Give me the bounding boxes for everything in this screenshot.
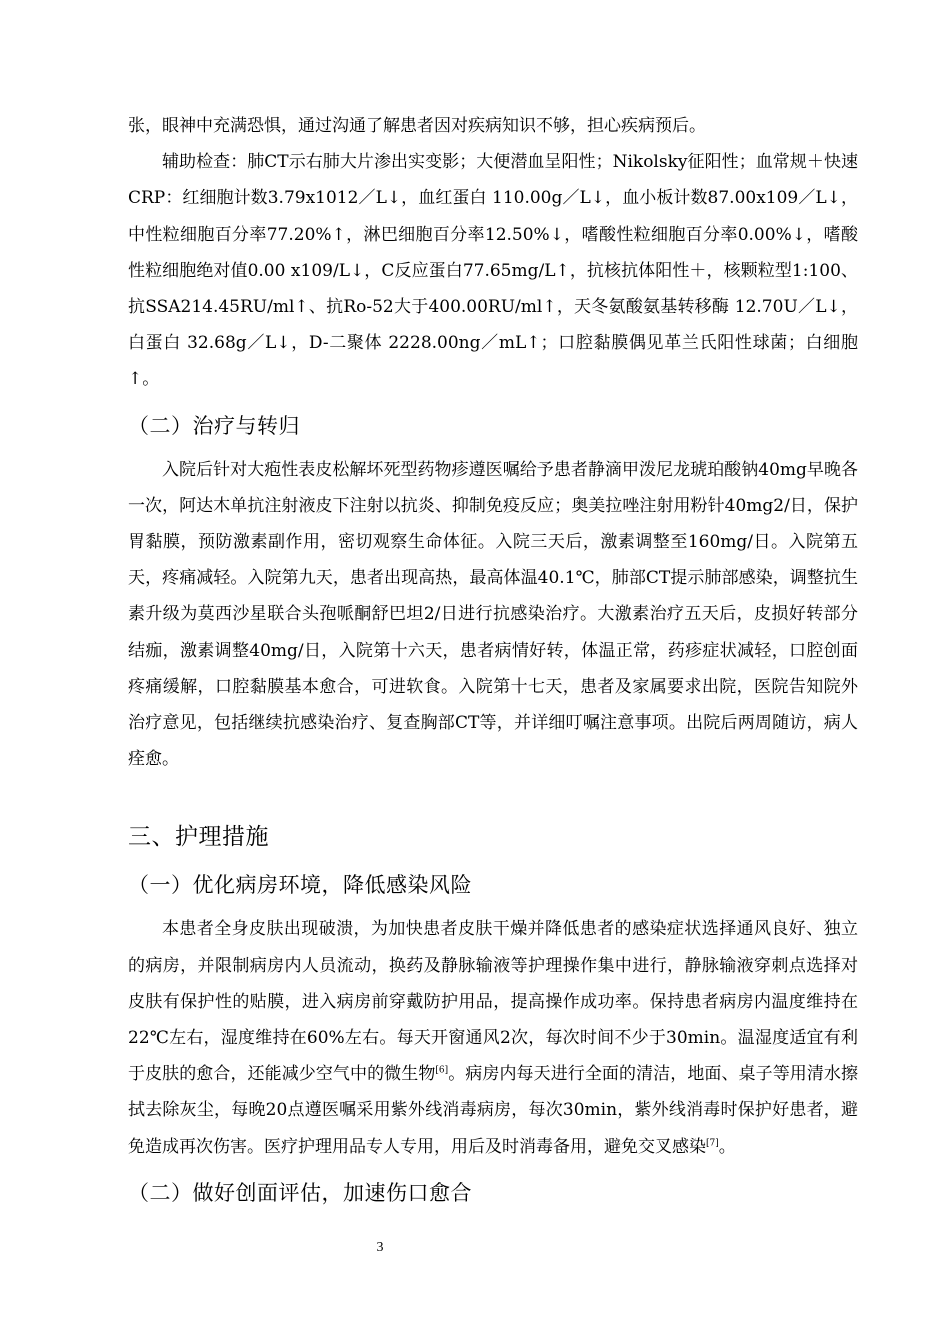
ward-text-part-a: 本患者全身皮肤出现破溃，为加快患者皮肤干燥并降低患者的感染症状选择通风良好、独立的病房，并限制病房内人员流动，换药及静脉输液等护理操作集中进行，静脉输液穿刺点选择对皮肤有保护性的贴膜，进入病房前穿戴防护用品，提高操作成功率。保持患者病房内温度维持在22℃左右，湿度维持在60%左右。每天开窗通风2次，每次时间不少于30min。温湿度适宜有利于皮肤的愈合，还能减少空气中的微生物 bbox=[128, 919, 858, 1085]
page-number: 3 bbox=[376, 1240, 384, 1255]
page-content bbox=[128, 108, 858, 1219]
citation-7: [7] bbox=[706, 1138, 719, 1149]
ward-text-part-c: 。 bbox=[718, 1136, 736, 1157]
paragraph-treatment: 入院后针对大疱性表皮松解坏死型药物疹遵医嘱给予患者静滴甲泼尼龙琥珀酸钠40mg早晚各一次，阿达木单抗注射液皮下注射以抗炎、抑制免疫反应；奥美拉唑注射用粉针40mg2/日，保护胃黏膜，预防激素副作用，密切观察生命体征。入院三天后，激素调整至160mg/日。入院第五天，疼痛减轻。入院第九天，患者出现高热，最高体温40.1℃，肺部CT提示肺部感染，调整抗生素升级为莫西沙星联合头孢哌酮舒巴坦2/日进行抗感染治疗。大激素治疗五天后，皮损好转部分结痂，激素调整40mg/日，入院第十六天，患者病情好转，体温正常，药疹症状减轻，口腔创面疼痛缓解，口腔黏膜基本愈合，可进软食。入院第十七天，患者及家属要求出院，医院告知院外治疗意见，包括继续抗感染治疗、复查胸部CT等，并详细叮嘱注意事项。出院后两周随访，病人痊愈。 bbox=[128, 459, 858, 770]
heading-ward-environment: （一）优化病房环境，降低感染风险 bbox=[128, 873, 472, 898]
paragraph-auxiliary-exam: 辅助检查：肺CT示右肺大片渗出实变影；大便潜血呈阳性；Nikolsky征阳性；血常规＋快速CRP：红细胞计数3.79x1012／L↓，血红蛋白 110.00g／L↓，血小板计数87.00x109／L↓，中性粒细胞百分率77.20%↑，淋巴细胞百分率12.50%↓，嗜酸性粒细胞百分率0.00%↓，嗜酸性粒细胞绝对值0.00 x109/L↓，C反应蛋白77.65mg/L↑，抗核抗体阳性＋，核颗粒型1:100、抗SSA214.45RU/ml↑、抗Ro-52大于400.00RU/ml↑，天冬氨酸氨基转移酶 12.70U／L↓，白蛋白 32.68g／L↓，D-二聚体 2228.00ng／mL↑；口腔黏膜偶见革兰氏阳性球菌；白细胞↑。 bbox=[128, 152, 858, 390]
citation-6: [6] bbox=[435, 1065, 449, 1076]
heading-treatment-outcome: （二）治疗与转归 bbox=[128, 413, 300, 438]
paragraph-ward-environment bbox=[128, 911, 858, 1164]
ward-text-part-b: 。病房内每天进行全面的清洁，地面、桌子等用清水擦拭去除灰尘，每晚20点遵医嘱采用紫外线消毒病房，每次30min，紫外线消毒时保护好患者，避免造成再次伤害。医疗护理用品专人专用，用后及时消毒备用，避免交叉感染 bbox=[128, 1064, 859, 1157]
paragraph-continuation: 张，眼神中充满恐惧，通过沟通了解患者因对疾病知识不够，担心疾病预后。 bbox=[128, 116, 706, 136]
heading-wound-assessment: （二）做好创面评估，加速伤口愈合 bbox=[128, 1180, 472, 1205]
heading-nursing-measures: 三、护理措施 bbox=[128, 824, 269, 851]
